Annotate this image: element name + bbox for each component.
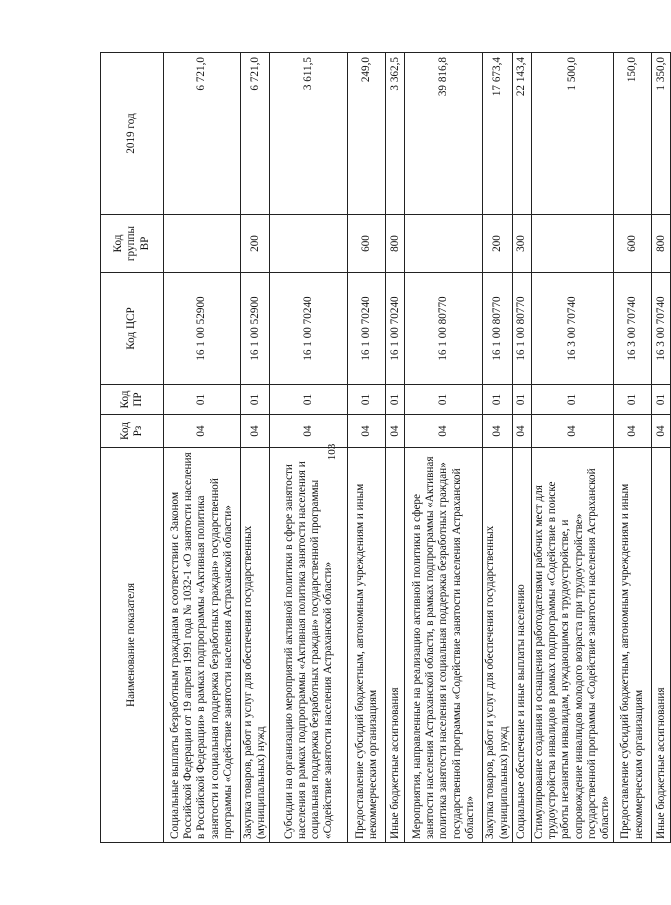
cell-csr: 16 1 00 52900 <box>241 273 270 385</box>
header-pr: Код ПР <box>101 385 164 415</box>
cell-name: Стимулирование создания и оснащения работодателями рабочих мест для трудоустройства инвалидов в рамках подпрограммы «Содействие в поиске работы незанятым инвалидам, нуждающимся в трудоустройстве, и сопровождение инвалидов молодого возраста при трудоустройстве» государственной программы «Содействие занятости населения Астраханской области» <box>531 448 613 843</box>
cell-rz: 04 <box>614 415 652 448</box>
cell-rz: 04 <box>405 415 483 448</box>
table-row <box>614 53 652 843</box>
table-row <box>405 53 483 843</box>
cell-rz: 04 <box>512 415 531 448</box>
cell-name: Предоставление субсидий бюджетным, автономным учреждениям и иным некоммерческим организациям <box>348 448 386 843</box>
cell-rz: 04 <box>386 415 405 448</box>
cell-vr: 200 <box>483 215 512 273</box>
cell-amount: 249,0 <box>348 53 386 215</box>
cell-amount: 150,0 <box>614 53 652 215</box>
cell-rz: 04 <box>531 415 613 448</box>
cell-csr: 16 1 00 70240 <box>386 273 405 385</box>
cell-rz: 04 <box>652 415 671 448</box>
table-row <box>483 53 512 843</box>
table-row <box>386 53 405 843</box>
header-amount: 2019 год <box>101 53 164 215</box>
cell-amount: 1 500,0 <box>531 53 613 215</box>
cell-amount: 6 721,0 <box>164 53 241 215</box>
cell-pr: 01 <box>386 385 405 415</box>
cell-rz: 04 <box>483 415 512 448</box>
header-vr: Код группы ВР <box>101 215 164 273</box>
cell-vr <box>270 215 348 273</box>
cell-vr <box>164 215 241 273</box>
cell-amount: 17 673,4 <box>483 53 512 215</box>
cell-csr: 16 3 00 70740 <box>614 273 652 385</box>
cell-name: Субсидии на организацию мероприятий активной политики в сфере занятости населения в рамках подпрограммы «Активная политика занятости населения и социальная поддержка безработных граждан» государственной программы «Содействие занятости населения Астраханской области» <box>270 448 348 843</box>
cell-pr: 01 <box>405 385 483 415</box>
cell-csr: 16 1 00 52900 <box>164 273 241 385</box>
cell-name: Иные бюджетные ассигнования <box>652 448 671 843</box>
cell-amount: 22 143,4 <box>512 53 531 215</box>
cell-pr: 01 <box>241 385 270 415</box>
cell-vr: 600 <box>614 215 652 273</box>
cell-pr: 01 <box>531 385 613 415</box>
cell-amount: 1 350,0 <box>652 53 671 215</box>
table-row <box>531 53 613 843</box>
cell-pr: 01 <box>483 385 512 415</box>
table-row <box>348 53 386 843</box>
cell-vr: 600 <box>348 215 386 273</box>
table-row <box>241 53 270 843</box>
cell-amount: 6 721,0 <box>241 53 270 215</box>
table-row <box>512 53 531 843</box>
cell-csr: 16 3 00 70740 <box>652 273 671 385</box>
cell-pr: 01 <box>512 385 531 415</box>
cell-rz: 04 <box>348 415 386 448</box>
cell-csr: 16 1 00 80770 <box>483 273 512 385</box>
cell-vr: 300 <box>512 215 531 273</box>
cell-pr: 01 <box>614 385 652 415</box>
cell-pr: 01 <box>164 385 241 415</box>
cell-name: Предоставление субсидий бюджетным, автономным учреждениям и иным некоммерческим организациям <box>614 448 652 843</box>
cell-name: Мероприятия, направленные на реализацию активной политики в сфере занятости населения Астраханской области, в рамках подпрограммы «Активная политика занятости населения и социальная поддержка безработных граждан» государственной программы «Содействие занятости населения Астраханской области» <box>405 448 483 843</box>
cell-vr: 200 <box>241 215 270 273</box>
cell-amount: 39 816,8 <box>405 53 483 215</box>
cell-csr: 16 1 00 70240 <box>270 273 348 385</box>
cell-amount: 3 362,5 <box>386 53 405 215</box>
cell-name: Закупка товаров, работ и услуг для обеспечения государственных (муниципальных) нужд <box>483 448 512 843</box>
cell-vr <box>405 215 483 273</box>
cell-name: Закупка товаров, работ и услуг для обеспечения государственных (муниципальных) нужд <box>241 448 270 843</box>
cell-vr: 800 <box>386 215 405 273</box>
cell-csr: 16 1 00 80770 <box>405 273 483 385</box>
table-row <box>270 53 348 843</box>
header-row <box>101 53 164 843</box>
cell-name: Социальное обеспечение и иные выплаты населению <box>512 448 531 843</box>
header-name: Наименование показателя <box>101 448 164 843</box>
table-row <box>652 53 671 843</box>
cell-rz: 04 <box>270 415 348 448</box>
header-csr: Код ЦСР <box>101 273 164 385</box>
cell-name: Социальные выплаты безработным гражданам в соответствии с Законом Российской Федерации от 19 апреля 1991 года № 1032-1 «О занятости населения в Российской Федерации» в рамках подпрограммы «Активная политика занятости и социальная поддержка безработных граждан» государственной программы «Содействие занятости населения Астраханской области» <box>164 448 241 843</box>
page-number: 103 <box>326 443 338 461</box>
cell-pr: 01 <box>270 385 348 415</box>
budget-table <box>100 52 671 843</box>
cell-csr: 16 1 00 70240 <box>348 273 386 385</box>
table-row <box>164 53 241 843</box>
cell-rz: 04 <box>241 415 270 448</box>
cell-vr <box>531 215 613 273</box>
cell-vr: 800 <box>652 215 671 273</box>
cell-csr: 16 1 00 80770 <box>512 273 531 385</box>
cell-pr: 01 <box>348 385 386 415</box>
rotated-table-container <box>100 53 667 843</box>
header-rz: Код Рз <box>101 415 164 448</box>
cell-name: Иные бюджетные ассигнования <box>386 448 405 843</box>
cell-pr: 01 <box>652 385 671 415</box>
cell-amount: 3 611,5 <box>270 53 348 215</box>
cell-csr: 16 3 00 70740 <box>531 273 613 385</box>
cell-rz: 04 <box>164 415 241 448</box>
